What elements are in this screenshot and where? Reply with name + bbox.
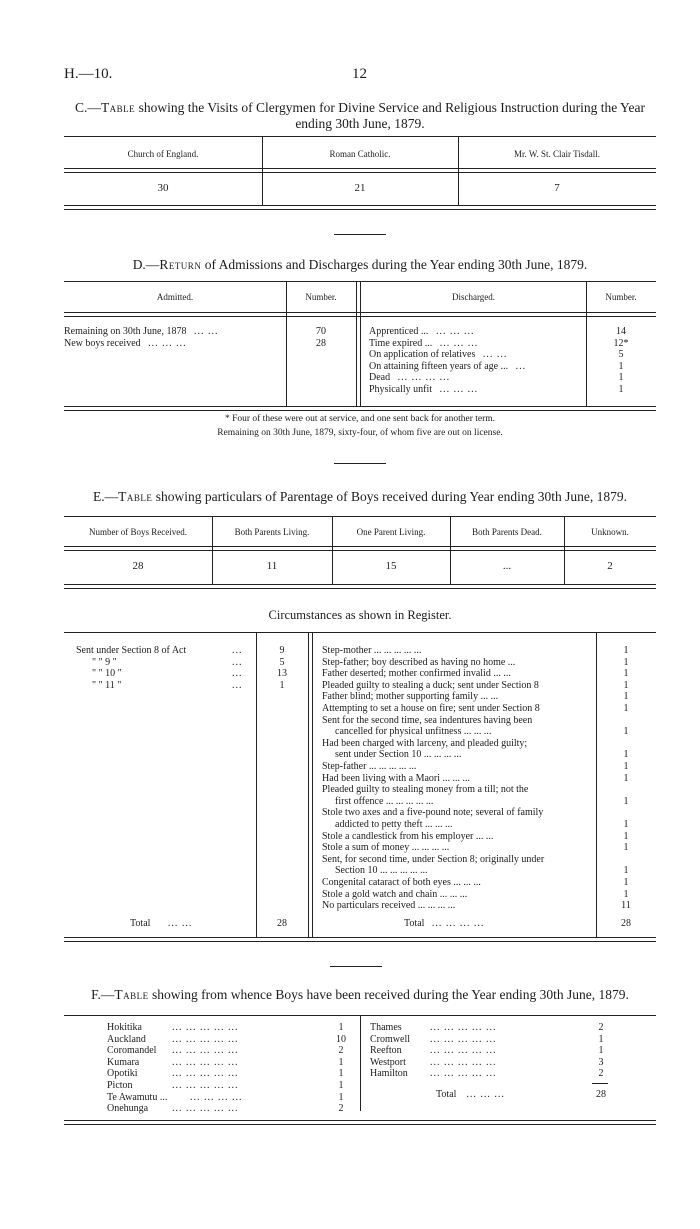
list-item-number: 2 <box>598 1068 604 1080</box>
page-number: 12 <box>352 66 367 82</box>
list-item-dots: ... ... ... ... ... <box>172 1080 239 1091</box>
list-item-dots: ... <box>232 679 243 691</box>
list-item-number: 1 <box>623 691 629 703</box>
list-item: Time expired ... ... ... ... <box>369 337 479 349</box>
list-item-number: 1 <box>623 842 629 854</box>
list-item-number: 1 <box>623 645 629 656</box>
list-item-number: 1 <box>623 877 629 888</box>
list-item-dots: ... ... ... ... ... <box>172 1045 239 1057</box>
list-item: " " 10 " <box>92 668 122 680</box>
circumstances-total-right: Total ... ... ... ... <box>404 918 485 929</box>
list-item-number: 9 <box>279 645 285 656</box>
table-c-value-roman-catholic: 21 <box>354 182 366 194</box>
list-item: Remaining on 30th June, 1878 ... ... <box>64 326 219 337</box>
list-item: Step-father; boy described as having no home ... <box>322 656 516 668</box>
list-item-number: 1 <box>338 1080 344 1091</box>
list-item-number: 1 <box>618 384 624 395</box>
list-item-number: 1 <box>623 749 629 761</box>
list-item: Sent for the second time, sea indentures having been <box>322 714 533 726</box>
list-item-number: 1 <box>618 360 624 372</box>
table-d-col-number-admitted: Number. <box>305 292 337 302</box>
list-item-number: 1 <box>623 865 629 877</box>
report-reference: H.—10. <box>64 66 113 82</box>
list-item: Sent, for second time, under Section 8; originally under <box>322 853 545 865</box>
table-d-title: D.—Return of Admissions and Discharges during the Year ending 30th June, 1879. <box>132 257 588 272</box>
list-item: On attaining fifteen years of age ... ... <box>369 360 527 372</box>
list-item-number: 1 <box>618 372 624 384</box>
list-item-number: 1 <box>623 830 629 842</box>
table-f-total-value: 28 <box>596 1089 606 1100</box>
table-e-col-one-parent-living: One Parent Living. <box>356 527 426 537</box>
table-c-title: C.—Table showing the Visits of Clergymen for Divine Service and Religious Instruction during the Year ending 30th June, 1879. <box>75 100 645 131</box>
list-item-number: 1 <box>623 668 629 680</box>
list-item: Westport <box>370 1056 406 1068</box>
list-item-dots: ... ... ... ... ... <box>430 1056 497 1068</box>
table-c-value-church-of-england: 30 <box>157 182 169 194</box>
list-item: Reefton <box>370 1045 402 1057</box>
list-item-number: 12* <box>613 337 629 349</box>
circumstances-total-left-value: 28 <box>277 918 287 929</box>
list-item-dots: ... ... ... ... ... <box>430 1033 497 1045</box>
list-item-number: 1 <box>598 1033 604 1045</box>
list-item-number: 1 <box>623 772 629 784</box>
table-f-sum-line <box>592 1083 608 1084</box>
list-item: Stole two axes and a five-pound note; several of family <box>322 807 544 819</box>
table-e-col-boys-received: Number of Boys Received. <box>89 527 187 537</box>
list-item-dots: ... ... ... ... ... <box>430 1045 497 1057</box>
list-item: Physically unfit ... ... ... <box>369 384 479 395</box>
list-item-number: 2 <box>598 1022 604 1033</box>
list-item-continuation: first offence ... ... ... ... ... <box>335 795 434 807</box>
list-item-dots: ... ... ... ... ... <box>172 1068 239 1080</box>
table-e-value-one-parent-living: 15 <box>385 560 397 572</box>
list-item: Coromandel <box>107 1045 157 1057</box>
list-item: Hamilton <box>370 1068 408 1080</box>
table-c-col-tisdall: Mr. W. St. Clair Tisdall. <box>513 149 601 159</box>
circumstances-total-right-value: 28 <box>621 918 631 929</box>
table-f-total: Total ... ... ... <box>436 1089 505 1100</box>
table-e-value-unknown: 2 <box>607 560 613 572</box>
list-item-number: 1 <box>598 1045 604 1057</box>
list-item-number: 1 <box>623 656 629 668</box>
list-item: On application of relatives ... ... <box>369 349 508 361</box>
list-item: " " 9 " <box>92 656 117 668</box>
table-e-value-both-parents-dead: ... <box>502 560 512 572</box>
list-item-number: 1 <box>623 726 629 738</box>
list-item-number: 2 <box>338 1045 344 1057</box>
list-item: Congenital cataract of both eyes ... ... ... <box>322 877 481 888</box>
list-item-dots: ... ... ... ... ... <box>430 1068 497 1080</box>
list-item-number: 1 <box>623 679 629 691</box>
list-item-number: 3 <box>598 1056 604 1068</box>
list-item-dots: ... <box>232 656 243 668</box>
list-item-dots: ... <box>232 645 243 656</box>
list-item-number: 1 <box>338 1068 344 1080</box>
list-item-number: 1 <box>623 888 629 900</box>
table-d-col-number-discharged: Number. <box>605 292 637 302</box>
list-item-number: 1 <box>623 819 629 830</box>
list-item: Step-father ... ... ... ... ... <box>322 761 417 772</box>
list-item-continuation: Section 10 ... ... ... ... ... <box>335 865 428 877</box>
table-e-title: E.—Table showing particulars of Parentage of Boys received during Year ending 30th June, 1879. <box>92 489 628 504</box>
list-item: Sent under Section 8 of Act <box>76 645 187 656</box>
table-f-title: F.—Table showing from whence Boys have been received during the Year ending 30th June, 1879. <box>91 987 629 1002</box>
list-item: Picton <box>107 1080 133 1091</box>
list-item: Father deserted; mother confirmed invalid ... ... <box>322 668 511 680</box>
list-item-continuation: addicted to petty theft ... ... ... <box>335 819 453 830</box>
list-item-number: 5 <box>279 656 285 668</box>
table-e-value-both-parents-living: 11 <box>266 560 278 572</box>
list-item: Opotiki <box>107 1068 138 1080</box>
list-item: Had been charged with larceny, and pleaded guilty; <box>322 737 528 749</box>
list-item-number: 1 <box>338 1056 344 1068</box>
list-item: " " 11 " <box>92 679 122 691</box>
list-item: New boys received ... ... ... <box>64 337 187 349</box>
list-item-continuation: sent under Section 10 ... ... ... ... <box>335 749 462 761</box>
list-item-dots: ... ... ... ... ... <box>172 1103 239 1115</box>
table-d-footnote: * Four of these were out at service, and one sent back for another term. <box>224 414 496 424</box>
list-item-dots: ... ... ... ... ... <box>172 1022 239 1033</box>
table-e-col-both-parents-living: Both Parents Living. <box>234 527 310 537</box>
list-item-number: 1 <box>623 761 629 772</box>
list-item: Te Awamutu ... <box>107 1091 168 1103</box>
list-item: Apprenticed ... ... ... ... <box>369 326 475 337</box>
list-item: Step-mother ... ... ... ... ... <box>322 645 422 656</box>
list-item-dots: ... ... ... ... ... <box>172 1033 239 1045</box>
table-d-remaining-note: Remaining on 30th June, 1879, sixty-four, of whom five are out on license. <box>217 428 503 438</box>
list-item-number: 1 <box>623 795 629 807</box>
circumstances-total-left: Total ... ... <box>130 918 193 929</box>
list-item-dots: ... ... ... ... ... <box>172 1056 239 1068</box>
table-e-col-unknown: Unknown. <box>591 527 629 537</box>
table-e-value-boys-received: 28 <box>132 560 144 572</box>
list-item-dots: ... ... ... ... <box>190 1091 243 1103</box>
table-c-col-roman-catholic: Roman Catholic. <box>329 149 391 159</box>
list-item-dots: ... <box>232 668 243 680</box>
list-item-number: 5 <box>618 349 624 361</box>
list-item: Pleaded guilty to stealing a duck; sent under Section 8 <box>322 679 539 691</box>
list-item-number: 13 <box>277 668 287 680</box>
table-d-col-discharged: Discharged. <box>451 292 496 302</box>
list-item-number: 1 <box>623 703 629 714</box>
list-item-number: 2 <box>338 1103 344 1115</box>
list-item: Hokitika <box>107 1022 142 1033</box>
list-item-number: 10 <box>336 1033 346 1045</box>
list-item-number: 70 <box>316 326 326 337</box>
table-c-col-church-of-england: Church of England. <box>127 149 199 159</box>
list-item: Kumara <box>107 1056 140 1068</box>
list-item: Onehunga <box>107 1103 149 1115</box>
list-item: No particulars received ... ... ... ... <box>322 900 456 912</box>
table-c-value-tisdall: 7 <box>554 182 560 194</box>
list-item-number: 14 <box>616 326 626 337</box>
list-item-dots: ... ... ... ... ... <box>430 1022 497 1033</box>
table-e-col-both-parents-dead: Both Parents Dead. <box>472 527 542 537</box>
list-item-number: 1 <box>279 679 285 691</box>
list-item: Stole a sum of money ... ... ... ... <box>322 842 450 854</box>
table-d-col-admitted: Admitted. <box>156 292 194 302</box>
list-item: Attempting to set a house on fire; sent under Section 8 <box>322 703 540 714</box>
list-item-number: 1 <box>338 1091 344 1103</box>
list-item: Thames <box>370 1022 402 1033</box>
list-item: Father blind; mother supporting family ... ... <box>322 691 499 703</box>
circumstances-heading: Circumstances as shown in Register. <box>268 608 452 622</box>
list-item: Had been living with a Maori ... ... ... <box>322 772 471 784</box>
list-item-number: 1 <box>338 1022 344 1033</box>
list-item: Stole a gold watch and chain ... ... ... <box>322 888 468 900</box>
list-item: Stole a candlestick from his employer ... ... <box>322 830 494 842</box>
list-item: Dead ... ... ... ... <box>369 372 451 384</box>
list-item-continuation: cancelled for physical unfitness ... ... ... <box>335 726 492 738</box>
list-item: Cromwell <box>370 1033 410 1045</box>
list-item-number: 11 <box>621 900 631 912</box>
list-item: Auckland <box>107 1033 146 1045</box>
list-item: Pleaded guilty to stealing money from a till; not the <box>322 784 529 796</box>
list-item-number: 28 <box>316 337 326 349</box>
